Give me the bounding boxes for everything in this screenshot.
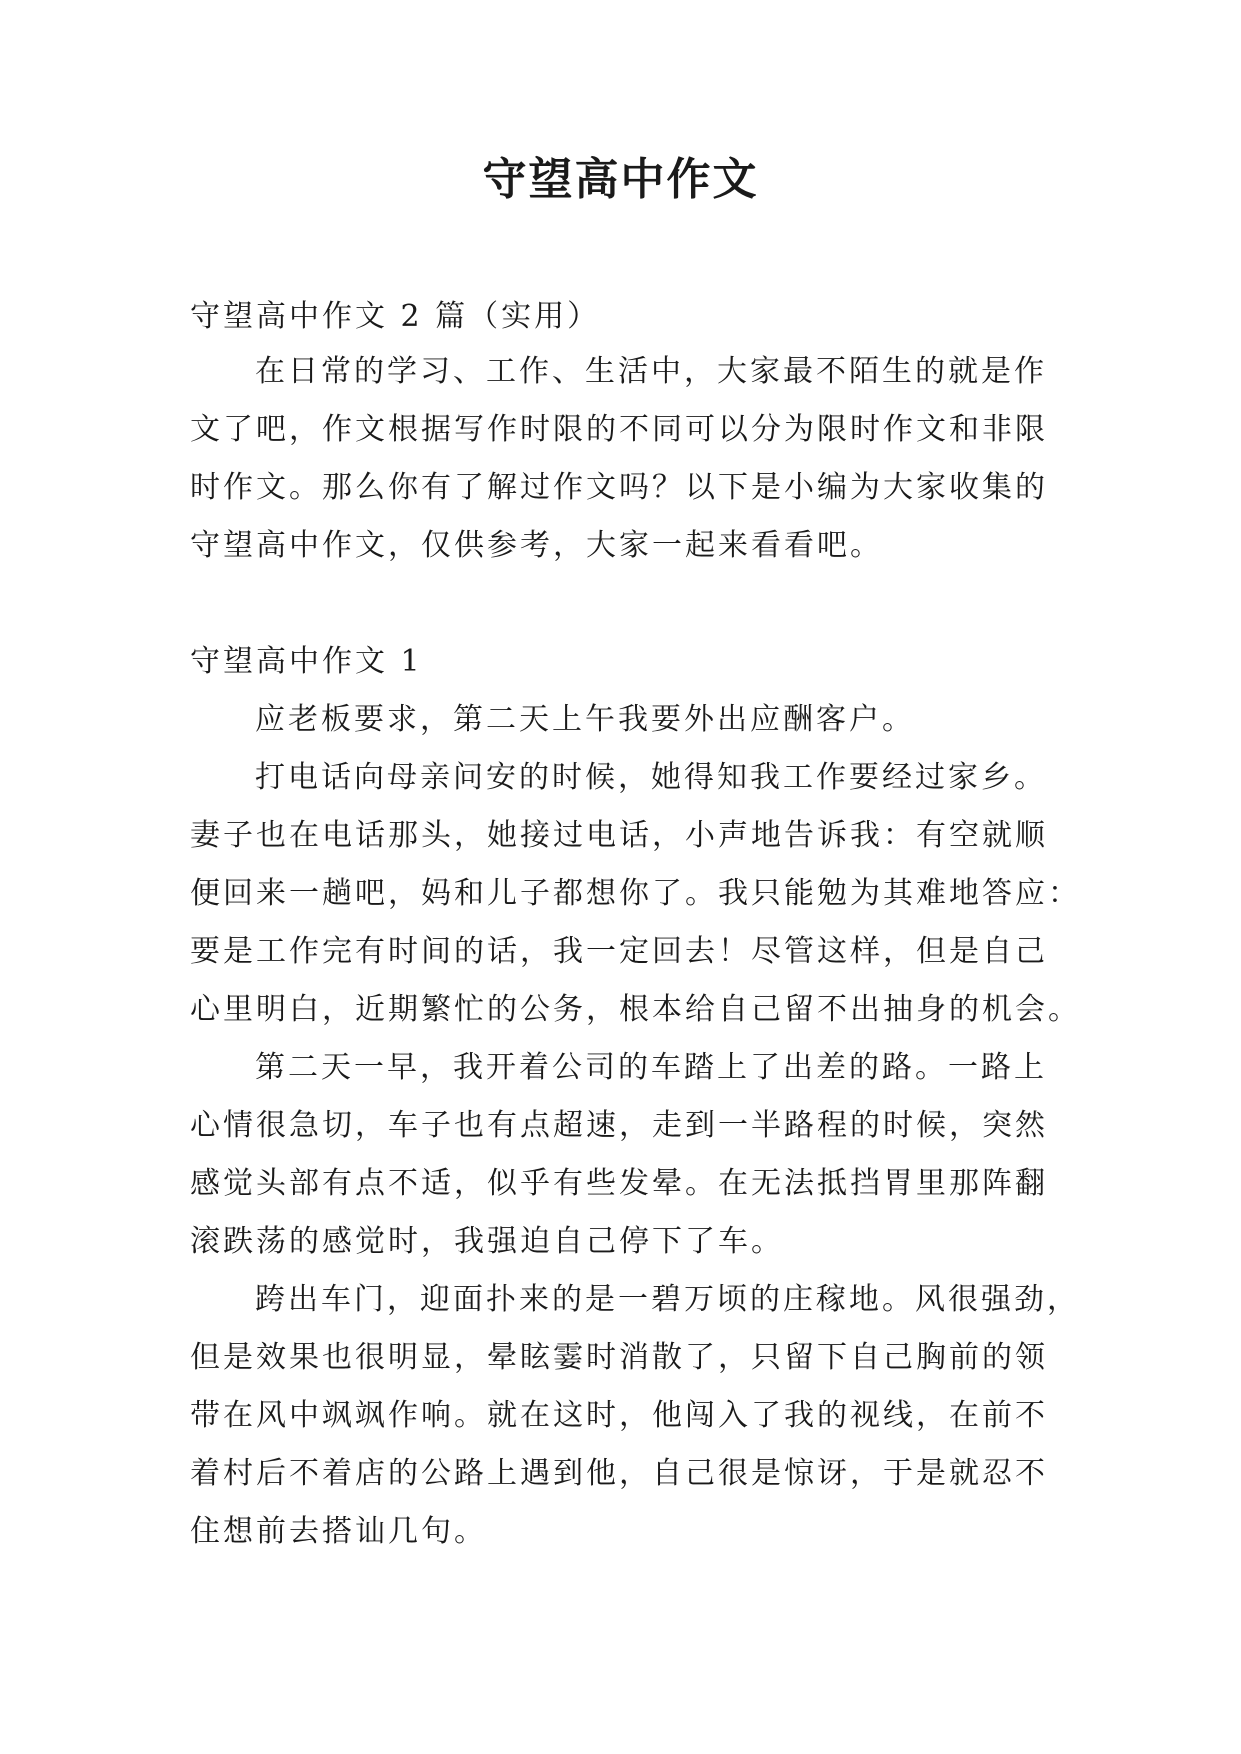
intro-paragraph [190, 343, 1070, 575]
paragraph-line: 住想前去搭讪几句。 [190, 1514, 487, 1549]
paragraph-line: 守望高中作文，仅供参考，大家一起来看看吧。 [190, 528, 883, 563]
paragraph-line: 但是效果也很明显，晕眩霎时消散了，只留下自己胸前的领 [190, 1340, 1048, 1375]
paragraph-line: 要是工作完有时间的话，我一定回去！尽管这样，但是自己 [190, 934, 1048, 969]
paragraph [190, 1271, 1080, 1561]
document-title: 守望高中作文 [482, 154, 759, 205]
essay-section [190, 633, 1081, 1561]
paragraph-line: 在日常的学习、工作、生活中，大家最不陌生的就是作 [255, 354, 1047, 389]
paragraph-line: 打电话向母亲问安的时候，她得知我工作要经过家乡。 [255, 760, 1047, 795]
paragraph-line: 妻子也在电话那头，她接过电话，小声地告诉我：有空就顺 [190, 818, 1048, 853]
paragraph-line: 心情很急切，车子也有点超速，走到一半路程的时候，突然 [190, 1108, 1048, 1143]
document-subtitle [190, 288, 1070, 346]
subtitle-line: 守望高中作文 2 篇（实用） [190, 299, 601, 334]
paragraph-line: 第二天一早，我开着公司的车踏上了出差的路。一路上 [255, 1050, 1047, 1085]
paragraph-line: 心里明白，近期繁忙的公务，根本给自己留不出抽身的机会。 [190, 992, 1081, 1027]
paragraph-line: 着村后不着店的公路上遇到他，自己很是惊讶，于是就忍不 [190, 1456, 1048, 1491]
section-heading: 守望高中作文 1 [190, 644, 423, 679]
paragraph-line: 带在风中飒飒作响。就在这时，他闯入了我的视线，在前不 [190, 1398, 1048, 1433]
paragraph [190, 1039, 1070, 1271]
paragraph-line: 感觉头部有点不适，似乎有些发晕。在无法抵挡胃里那阵翻 [190, 1166, 1048, 1201]
paragraph-line: 跨出车门，迎面扑来的是一碧万顷的庄稼地。风很强劲， [255, 1282, 1080, 1317]
paragraph-line: 便回来一趟吧，妈和儿子都想你了。我只能勉为其难地答应： [190, 876, 1081, 911]
paragraph-line: 时作文。那么你有了解过作文吗？以下是小编为大家收集的 [190, 470, 1048, 505]
paragraph-line: 文了吧，作文根据写作时限的不同可以分为限时作文和非限 [190, 412, 1048, 447]
paragraph [190, 691, 1070, 749]
paragraph-line: 滚跌荡的感觉时，我强迫自己停下了车。 [190, 1224, 784, 1259]
paragraph-line: 应老板要求，第二天上午我要外出应酬客户。 [255, 702, 915, 737]
paragraph [190, 749, 1081, 1039]
